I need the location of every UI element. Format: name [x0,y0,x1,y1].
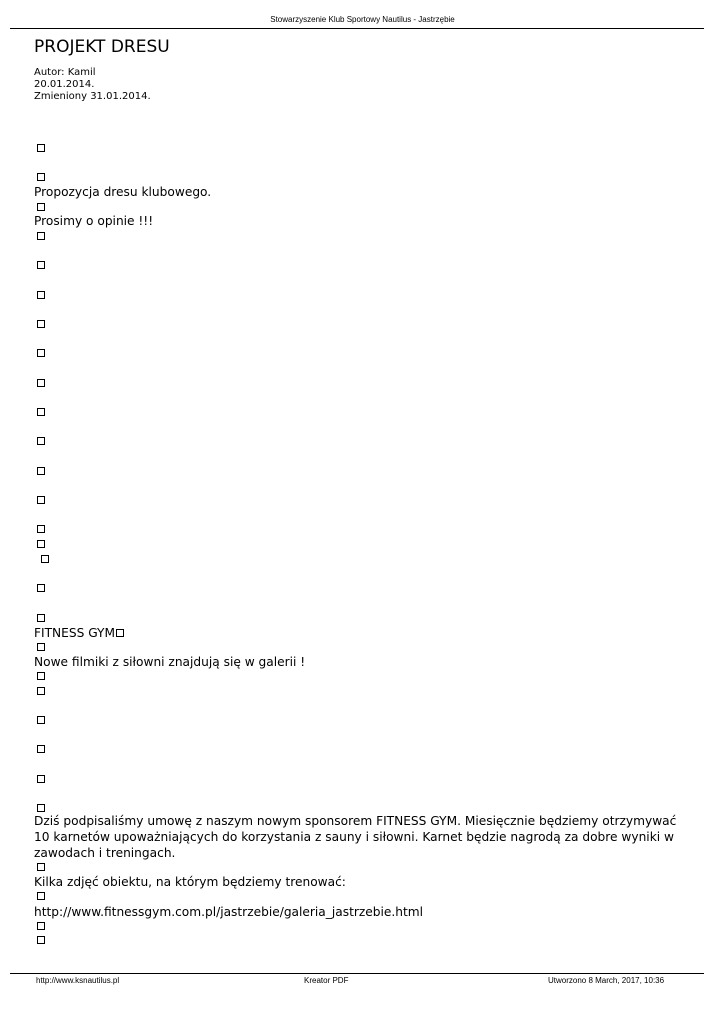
missing-image-icon [37,716,45,724]
footer-site-link[interactable]: http://www.ksnautilus.pl [36,976,120,985]
header-rule [10,28,704,29]
footer-rule [10,973,704,974]
missing-image-icon [37,467,45,475]
fitness-gym-text: FITNESS GYM [34,626,116,640]
missing-image-icon [37,525,45,533]
opinion-text: Prosimy o opinie !!! [34,214,154,228]
missing-image-icon [37,232,45,240]
missing-image-icon [116,629,124,637]
missing-image-icon [37,496,45,504]
missing-image-icon [37,144,45,152]
missing-image-icon [37,804,45,812]
missing-image-icon [37,614,45,622]
missing-image-icon [37,203,45,211]
missing-image-icon [37,173,45,181]
missing-image-icon [41,555,49,563]
missing-image-icon [37,643,45,651]
missing-image-icon [37,584,45,592]
proposal-text: Propozycja dresu klubowego. [34,185,212,199]
gallery-link[interactable]: http://www.fitnessgym.com.pl/jastrzebie/galeria_jastrzebie.html [34,905,424,919]
missing-image-icon [37,922,45,930]
missing-image-icon [37,672,45,680]
missing-image-icon [37,892,45,900]
missing-image-icon [37,291,45,299]
missing-image-icon [37,437,45,445]
missing-image-icon [37,408,45,416]
modified-line: Zmieniony 31.01.2014. [34,91,151,102]
author-line: Autor: Kamil [34,67,96,78]
sponsor-paragraph: Dziś podpisaliśmy umowę z naszym nowym sponsorem FITNESS GYM. Miesięcznie będziemy otrzymywać 10 karnetów upoważniających do korzystania z sauny i siłowni. Karnet będzie nagrodą za dobre wyniki w zawodach i treningach. [34,814,677,860]
missing-image-icon [37,379,45,387]
missing-image-icon [37,540,45,548]
footer-creator: Kreator PDF [304,976,349,985]
missing-image-icon [37,261,45,269]
photos-text: Kilka zdjęć obiektu, na którym będziemy trenować: [34,875,346,889]
missing-image-icon [37,775,45,783]
fitness-gym-line [34,625,124,641]
date-line: 20.01.2014. [34,79,95,90]
missing-image-icon [37,687,45,695]
missing-image-icon [37,349,45,357]
missing-image-icon [37,320,45,328]
document-title: PROJEKT DRESU [34,37,170,57]
missing-image-icon [37,936,45,944]
missing-image-icon [37,745,45,753]
footer-created-date: Utworzono 8 March, 2017, 10:36 [548,976,665,985]
missing-image-icon [37,863,45,871]
videos-text: Nowe filmiki z siłowni znajdują się w galerii ! [34,655,306,669]
page-header: Stowarzyszenie Klub Sportowy Nautilus - Jastrzębie [270,15,455,24]
